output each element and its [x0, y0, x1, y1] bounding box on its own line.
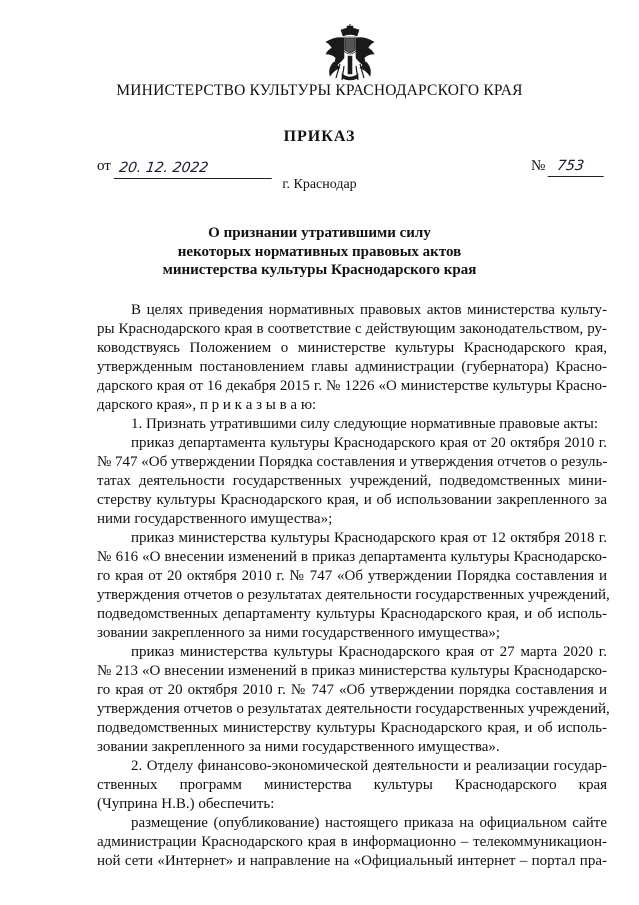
date-prefix: от — [97, 158, 111, 174]
subject-line: О признании утратившими силу — [208, 225, 431, 241]
body-line: (Чуприна Н.В.) обеспечить: — [97, 796, 275, 812]
body-line: подведомственных министерству культуры Краснодарского края, и об исполь- — [97, 720, 607, 736]
city: г. Краснодар — [282, 177, 357, 192]
body-line: зовании закрепленного за ними государственного имущества». — [97, 739, 500, 755]
body-line: подведомственных департаменту культуры Краснодарского края, и об исполь- — [97, 606, 607, 622]
date-handwritten: 20. 12. 2022 — [114, 160, 275, 179]
body-line: В целях приведения нормативных правовых актов министерства культу- — [131, 302, 607, 318]
body-line: ры Краснодарского края в соответствие с действующим законодательством, ру- — [97, 321, 607, 337]
body-line: го края от 20 октября 2010 г. № 747 «Об утверждении Порядка составления и — [97, 568, 607, 584]
body-line: приказ департамента культуры Краснодарского края от 20 октября 2010 г. — [131, 435, 607, 451]
body-line: ной сети «Интернет» и направление на «Официальный интернет – портал пра- — [97, 853, 607, 869]
subject-line: министерства культуры Краснодарского края — [162, 262, 477, 278]
body-line: го края от 20 октября 2010 г. № 747 «Об утверждении порядка составления и — [97, 682, 607, 698]
body-line: дарского края», п р и к а з ы в а ю: — [97, 397, 317, 413]
body-line: ководствуясь Положением о министерстве культуры Краснодарского края, — [97, 340, 607, 356]
body-line: 1. Признать утратившими силу следующие нормативные правовые акты: — [131, 416, 599, 432]
body-line: зовании закрепленного за ними государственного имущества»; — [97, 625, 501, 641]
body-line: дарского края от 16 декабря 2015 г. № 1226 «О министерстве культуры Красно- — [97, 378, 607, 394]
body-line: ственных программ министерства культуры Краснодарского края — [97, 777, 607, 793]
body-line: стерству культуры Краснодарского края, и об использовании закрепленного за — [97, 492, 607, 508]
body-line: размещение (опубликование) настоящего приказа на официальном сайте — [131, 815, 607, 831]
subject-line: некоторых нормативных правовых актов — [177, 243, 462, 260]
body-line: утверждения отчетов о результатах деятельности государственных учреждений, — [97, 587, 610, 603]
body-line: № 616 «О внесении изменений в приказ департамента культуры Краснодарско- — [97, 549, 607, 565]
coat-of-arms-emblem — [324, 24, 376, 82]
number-prefix: № — [531, 158, 546, 174]
body-line: администрации Краснодарского края в информационно – телекоммуникацион- — [97, 834, 607, 850]
ministry-name: МИНИСТЕРСТВО КУЛЬТУРЫ КРАСНОДАРСКОГО КРАЯ — [116, 82, 523, 99]
body-line: приказ министерства культуры Краснодарского края от 12 октября 2018 г. — [131, 530, 607, 546]
body-line: № 213 «О внесении изменений в приказ министерства культуры Краснодарско- — [97, 663, 607, 679]
body-line: ними государственного имущества»; — [97, 511, 333, 527]
number-handwritten: 753 — [548, 158, 607, 177]
body-line: утвержденным постановлением главы администрации (губернатора) Красно- — [97, 359, 607, 375]
body-line: 2. Отделу финансово-экономической деятельности и реализации государ- — [131, 758, 607, 774]
document-type-title: ПРИКАЗ — [283, 128, 356, 145]
body-line: татах деятельности государственных учреждений, подведомственных мини- — [97, 473, 607, 489]
body-line: утверждения отчетов о результатах деятельности государственных учреждений, — [97, 701, 610, 717]
document-subject — [0, 224, 639, 280]
body-line: приказ министерства культуры Краснодарского края от 27 марта 2020 г. — [131, 644, 607, 660]
body-line: № 747 «Об утверждении Порядка составления и утверждения отчетов о резуль- — [97, 454, 608, 470]
